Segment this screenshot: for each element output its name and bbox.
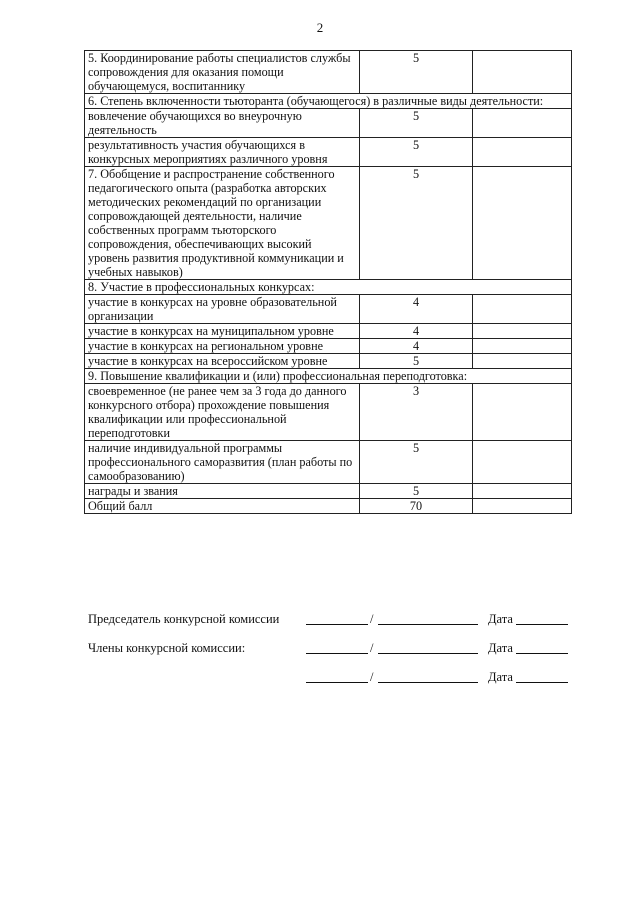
page-number: 2 <box>316 20 324 35</box>
empty-cell <box>473 339 572 354</box>
score-cell: 5 <box>360 484 473 499</box>
table-row <box>85 324 572 339</box>
member2-name-line <box>378 670 478 683</box>
member1-name-line <box>378 641 478 654</box>
criteria-table <box>84 50 572 514</box>
table-row <box>85 167 572 280</box>
chair-signature-line <box>306 612 368 625</box>
criterion-name-cell: 7. Обобщение и распространение собственного педагогического опыта (разработка авторских методических рекомендаций по организации сопровождающей деятельности, наличие собственных программ тьюторского сопровождения, обеспечивающих высокий уровень развития продуктивной коммуникации и учебных навыков) <box>85 167 360 280</box>
table-row <box>85 441 572 484</box>
score-cell: 5 <box>360 354 473 369</box>
empty-cell <box>473 441 572 484</box>
chair-slash: / <box>370 612 374 626</box>
table-row <box>85 339 572 354</box>
score-cell: 70 <box>360 499 473 514</box>
section-header-cell: 6. Степень включенности тьюторанта (обучающегося) в различные виды деятельности: <box>85 94 572 109</box>
table-row <box>85 295 572 324</box>
table-row <box>85 354 572 369</box>
table-row <box>85 51 572 94</box>
member2-date-line <box>516 670 568 683</box>
empty-cell <box>473 51 572 94</box>
section-header-cell: 9. Повышение квалификации и (или) профессиональная переподготовка: <box>85 369 572 384</box>
member1-slash: / <box>370 641 374 655</box>
empty-cell <box>473 295 572 324</box>
member1-date-line <box>516 641 568 654</box>
score-cell: 5 <box>360 138 473 167</box>
criterion-name-cell: наличие индивидуальной программы профессионального саморазвития (план работы по самообразованию) <box>85 441 360 484</box>
table-row <box>85 138 572 167</box>
score-cell: 4 <box>360 324 473 339</box>
criterion-name-cell: вовлечение обучающихся во внеурочную деятельность <box>85 109 360 138</box>
table-row <box>85 109 572 138</box>
chair-date-label: Дата <box>488 612 513 626</box>
chair-label: Председатель конкурсной комиссии <box>88 612 280 626</box>
section-header-cell: 8. Участие в профессиональных конкурсах: <box>85 280 572 295</box>
empty-cell <box>473 499 572 514</box>
member2-date-label: Дата <box>488 670 513 684</box>
table-row <box>85 384 572 441</box>
criterion-name-cell: участие в конкурсах на муниципальном уровне <box>85 324 360 339</box>
criterion-name-cell: своевременное (не ранее чем за 3 года до данного конкурсного отбора) прохождение повышения квалификации или профессиональной переподготовки <box>85 384 360 441</box>
table-section-header-row <box>85 369 572 384</box>
table-row <box>85 499 572 514</box>
member2-signature-line <box>306 670 368 683</box>
score-cell: 3 <box>360 384 473 441</box>
empty-cell <box>473 167 572 280</box>
table-section-header-row <box>85 94 572 109</box>
score-cell: 5 <box>360 51 473 94</box>
criteria-table-body <box>85 51 572 514</box>
empty-cell <box>473 384 572 441</box>
empty-cell <box>473 354 572 369</box>
criterion-name-cell: Общий балл <box>85 499 360 514</box>
table-row <box>85 484 572 499</box>
criterion-name-cell: награды и звания <box>85 484 360 499</box>
member1-date-label: Дата <box>488 641 513 655</box>
member1-signature-line <box>306 641 368 654</box>
score-cell: 4 <box>360 339 473 354</box>
criterion-name-cell: результативность участия обучающихся в конкурсных мероприятиях различного уровня <box>85 138 360 167</box>
score-cell: 5 <box>360 441 473 484</box>
empty-cell <box>473 324 572 339</box>
table-section-header-row <box>85 280 572 295</box>
members-label: Члены конкурсной комиссии: <box>88 641 246 655</box>
score-cell: 5 <box>360 167 473 280</box>
criterion-name-cell: 5. Координирование работы специалистов службы сопровождения для оказания помощи обучающемуся, воспитаннику <box>85 51 360 94</box>
chair-name-line <box>378 612 478 625</box>
score-cell: 4 <box>360 295 473 324</box>
criterion-name-cell: участие в конкурсах на всероссийском уровне <box>85 354 360 369</box>
criterion-name-cell: участие в конкурсах на региональном уровне <box>85 339 360 354</box>
chair-date-line <box>516 612 568 625</box>
criterion-name-cell: участие в конкурсах на уровне образовательной организации <box>85 295 360 324</box>
score-cell: 5 <box>360 109 473 138</box>
empty-cell <box>473 484 572 499</box>
empty-cell <box>473 109 572 138</box>
empty-cell <box>473 138 572 167</box>
member2-slash: / <box>370 670 374 684</box>
